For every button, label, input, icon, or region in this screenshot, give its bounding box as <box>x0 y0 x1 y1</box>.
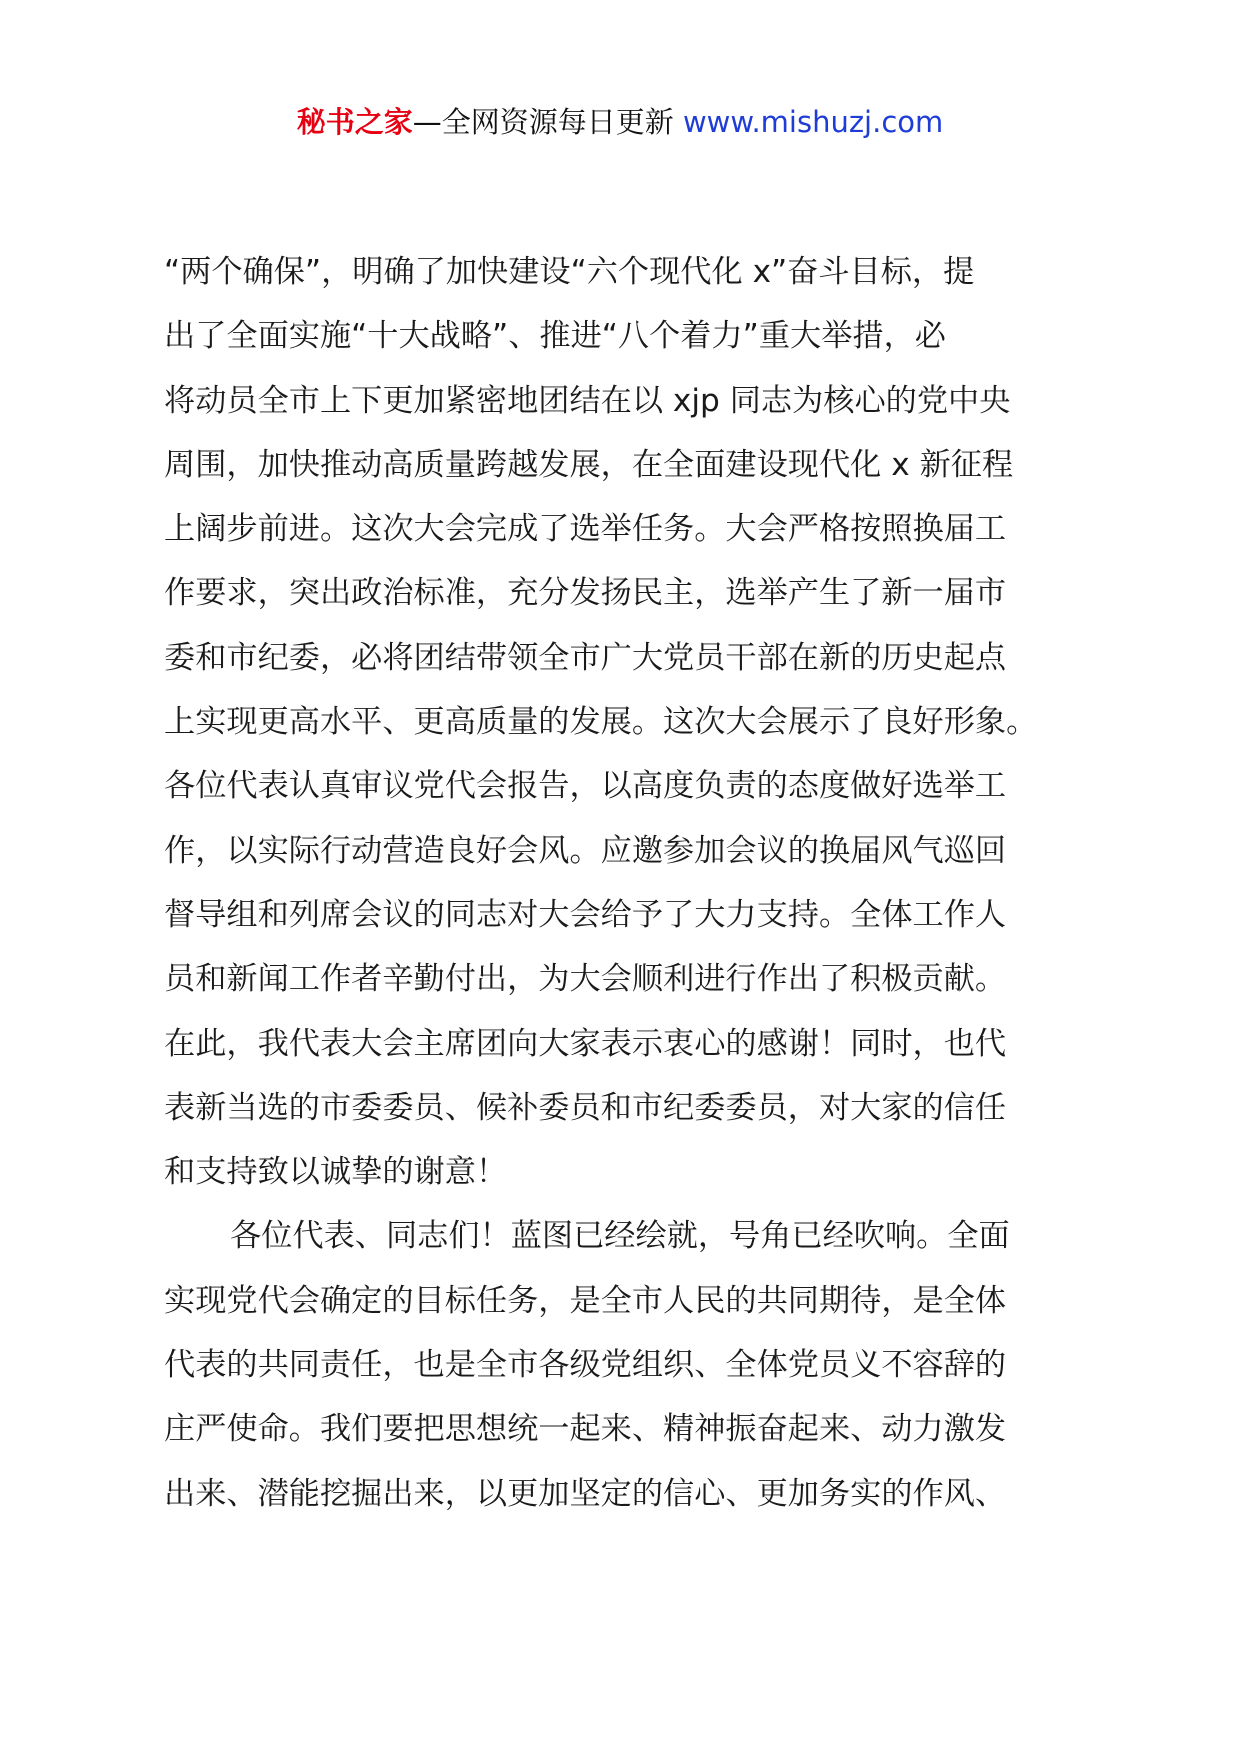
text-line: 各位代表认真审议党代会报告，以高度负责的态度做好选举工 <box>164 768 1007 805</box>
text-line: 上阔步前进。这次大会完成了选举任务。大会严格按照换届工 <box>164 511 1007 548</box>
text-line: 作，以实际行动营造良好会风。应邀参加会议的换届风气巡回 <box>164 832 1007 869</box>
website-link[interactable]: www.mishuzj.com <box>682 105 944 139</box>
text-line: 委和市纪委，必将团结带领全市广大党员干部在新的历史起点 <box>164 639 1007 676</box>
page-header <box>0 102 1240 142</box>
text-line: 作要求，突出政治标准，充分发扬民主，选举产生了新一届市 <box>164 575 1007 612</box>
text-line: 在此，我代表大会主席团向大家表示衷心的感谢！同时，也代 <box>164 1025 1007 1062</box>
document-body <box>164 240 1082 1526</box>
text-line: 和支持致以诚挚的谢意！ <box>164 1154 508 1191</box>
text-line: 将动员全市上下更加紧密地团结在以 xjp 同志为核心的党中央 <box>164 382 1011 419</box>
text-line: 周围，加快推动高质量跨越发展，在全面建设现代化 x 新征程 <box>164 446 1014 483</box>
paragraph-first-line: 各位代表、同志们！蓝图已经绘就，号角已经吹响。全面 <box>230 1218 1010 1255</box>
text-line: 实现党代会确定的目标任务，是全市人民的共同期待，是全体 <box>164 1282 1007 1319</box>
text-line: 员和新闻工作者辛勤付出，为大会顺利进行作出了积极贡献。 <box>164 961 1007 998</box>
text-line: 上实现更高水平、更高质量的发展。这次大会展示了良好形象。 <box>164 704 1038 741</box>
text-line: 表新当选的市委委员、候补委员和市纪委委员，对大家的信任 <box>164 1089 1007 1126</box>
text-line: 督导组和列席会议的同志对大会给予了大力支持。全体工作人 <box>164 896 1007 933</box>
text-line: 代表的共同责任，也是全市各级党组织、全体党员义不容辞的 <box>164 1347 1007 1384</box>
text-line: 出来、潜能挖掘出来，以更加坚定的信心、更加务实的作风、 <box>164 1475 1007 1512</box>
text-line: “两个确保”，明确了加快建设“六个现代化 x”奋斗目标，提 <box>164 254 975 290</box>
text-line: 出了全面实施“十大战略”、推进“八个着力”重大举措，必 <box>164 318 946 355</box>
brand-name: 秘书之家 <box>296 105 413 139</box>
text-line: 庄严使命。我们要把思想统一起来、精神振奋起来、动力激发 <box>164 1411 1007 1448</box>
header-tagline: —全网资源每日更新 <box>412 105 674 139</box>
